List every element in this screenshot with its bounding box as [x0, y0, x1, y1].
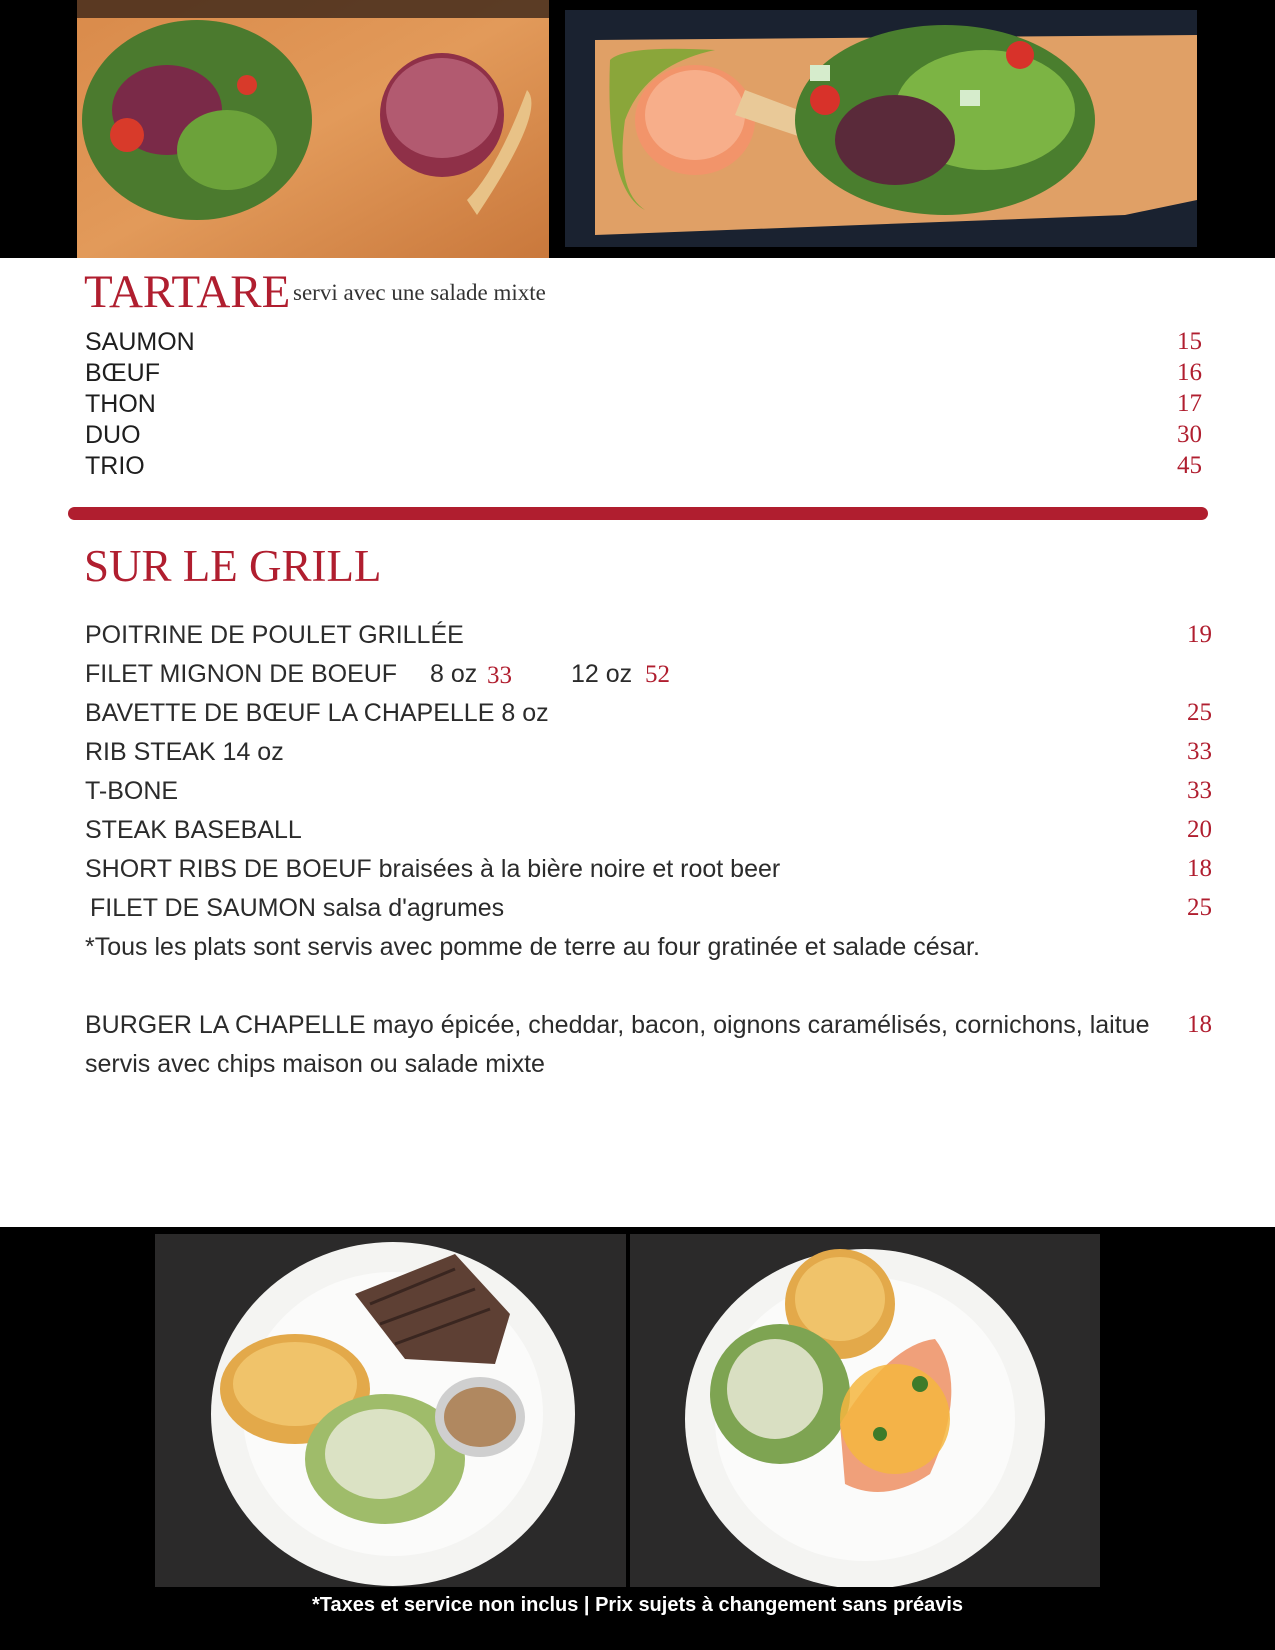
- photo-beef-tartare: [77, 0, 549, 258]
- photo-salmon-plate: [630, 1234, 1100, 1587]
- filet-mignon-price-8oz: 33: [487, 662, 512, 689]
- grill-item-filet-saumon: [90, 894, 504, 923]
- grill-item-steak-baseball: [85, 816, 302, 845]
- tartare-subtitle: servi avec une salade mixte: [293, 280, 546, 305]
- grill-note: *Tous les plats sont servis avec pomme de terre au four gratinée et salade césar.: [85, 933, 980, 961]
- tartare-price-trio: 45: [1177, 452, 1202, 479]
- tartare-item-duo: DUO: [85, 421, 141, 449]
- filet-mignon-size-12oz: 12 oz: [571, 660, 633, 688]
- grill-item-name: POITRINE DE POULET GRILLÉE: [85, 621, 464, 649]
- grill-item-name: FILET MIGNON DE BOEUF: [85, 660, 398, 688]
- tartare-item-trio: TRIO: [85, 452, 145, 480]
- grill-item-desc: 8 oz: [501, 699, 549, 727]
- burger-line: [85, 1011, 1149, 1040]
- grill-price-t-bone: 33: [1187, 777, 1212, 804]
- footer-note: *Taxes et service non inclus | Prix sujets à changement sans préavis: [311, 1594, 964, 1616]
- grill-item-desc: 14 oz: [222, 738, 284, 766]
- grill-item-t-bone: [85, 777, 178, 806]
- grill-price-steak-baseball: 20: [1187, 816, 1212, 843]
- grill-price-bavette: 25: [1187, 699, 1212, 726]
- tartare-price-duo: 30: [1177, 421, 1202, 448]
- grill-item-desc: salsa d'agrumes: [322, 894, 505, 922]
- filet-mignon-price-12oz: 52: [645, 661, 670, 688]
- grill-item-name: T-BONE: [85, 777, 179, 805]
- grill-item-name: STEAK BASEBALL: [85, 816, 302, 844]
- burger-desc: mayo épicée, cheddar, bacon, oignons caramélisés, cornichons, laitue: [372, 1011, 1150, 1039]
- burger-name: BURGER LA CHAPELLE: [85, 1011, 366, 1039]
- grill-price-short-ribs: 18: [1187, 855, 1212, 882]
- grill-item-poulet: [85, 621, 464, 650]
- tartare-item-thon: THON: [85, 390, 156, 418]
- grill-item-short-ribs: [85, 855, 780, 884]
- photo-steak-plate: [155, 1234, 626, 1587]
- section-divider: [68, 507, 1208, 520]
- tartare-title: TARTARE: [84, 266, 291, 318]
- tartare-price-thon: 17: [1177, 390, 1202, 417]
- tartare-price-saumon: 15: [1177, 328, 1202, 355]
- grill-item-name: RIB STEAK: [85, 738, 216, 766]
- filet-mignon-size-8oz: 8 oz: [430, 660, 478, 688]
- burger-line2: servis avec chips maison ou salade mixte: [85, 1050, 545, 1078]
- grill-item-filet-mignon: [85, 660, 397, 689]
- grill-item-desc: braisées à la bière noire et root beer: [378, 855, 781, 883]
- grill-price-filet-saumon: 25: [1187, 894, 1212, 921]
- tartare-item-saumon: SAUMON: [85, 328, 195, 356]
- grill-item-name: BAVETTE DE BŒUF LA CHAPELLE: [85, 699, 495, 727]
- grill-item-rib-steak: [85, 738, 284, 767]
- grill-price-poulet: 19: [1187, 621, 1212, 648]
- grill-price-rib-steak: 33: [1187, 738, 1212, 765]
- grill-item-bavette: [85, 699, 549, 728]
- tartare-item-boeuf: BŒUF: [85, 359, 160, 387]
- grill-item-name: FILET DE SAUMON: [90, 894, 316, 922]
- grill-title: SUR LE GRILL: [84, 541, 382, 591]
- photo-salmon-tartare: [565, 10, 1197, 247]
- tartare-price-boeuf: 16: [1177, 359, 1202, 386]
- burger-price: 18: [1187, 1011, 1212, 1038]
- grill-item-name: SHORT RIBS DE BOEUF: [85, 855, 372, 883]
